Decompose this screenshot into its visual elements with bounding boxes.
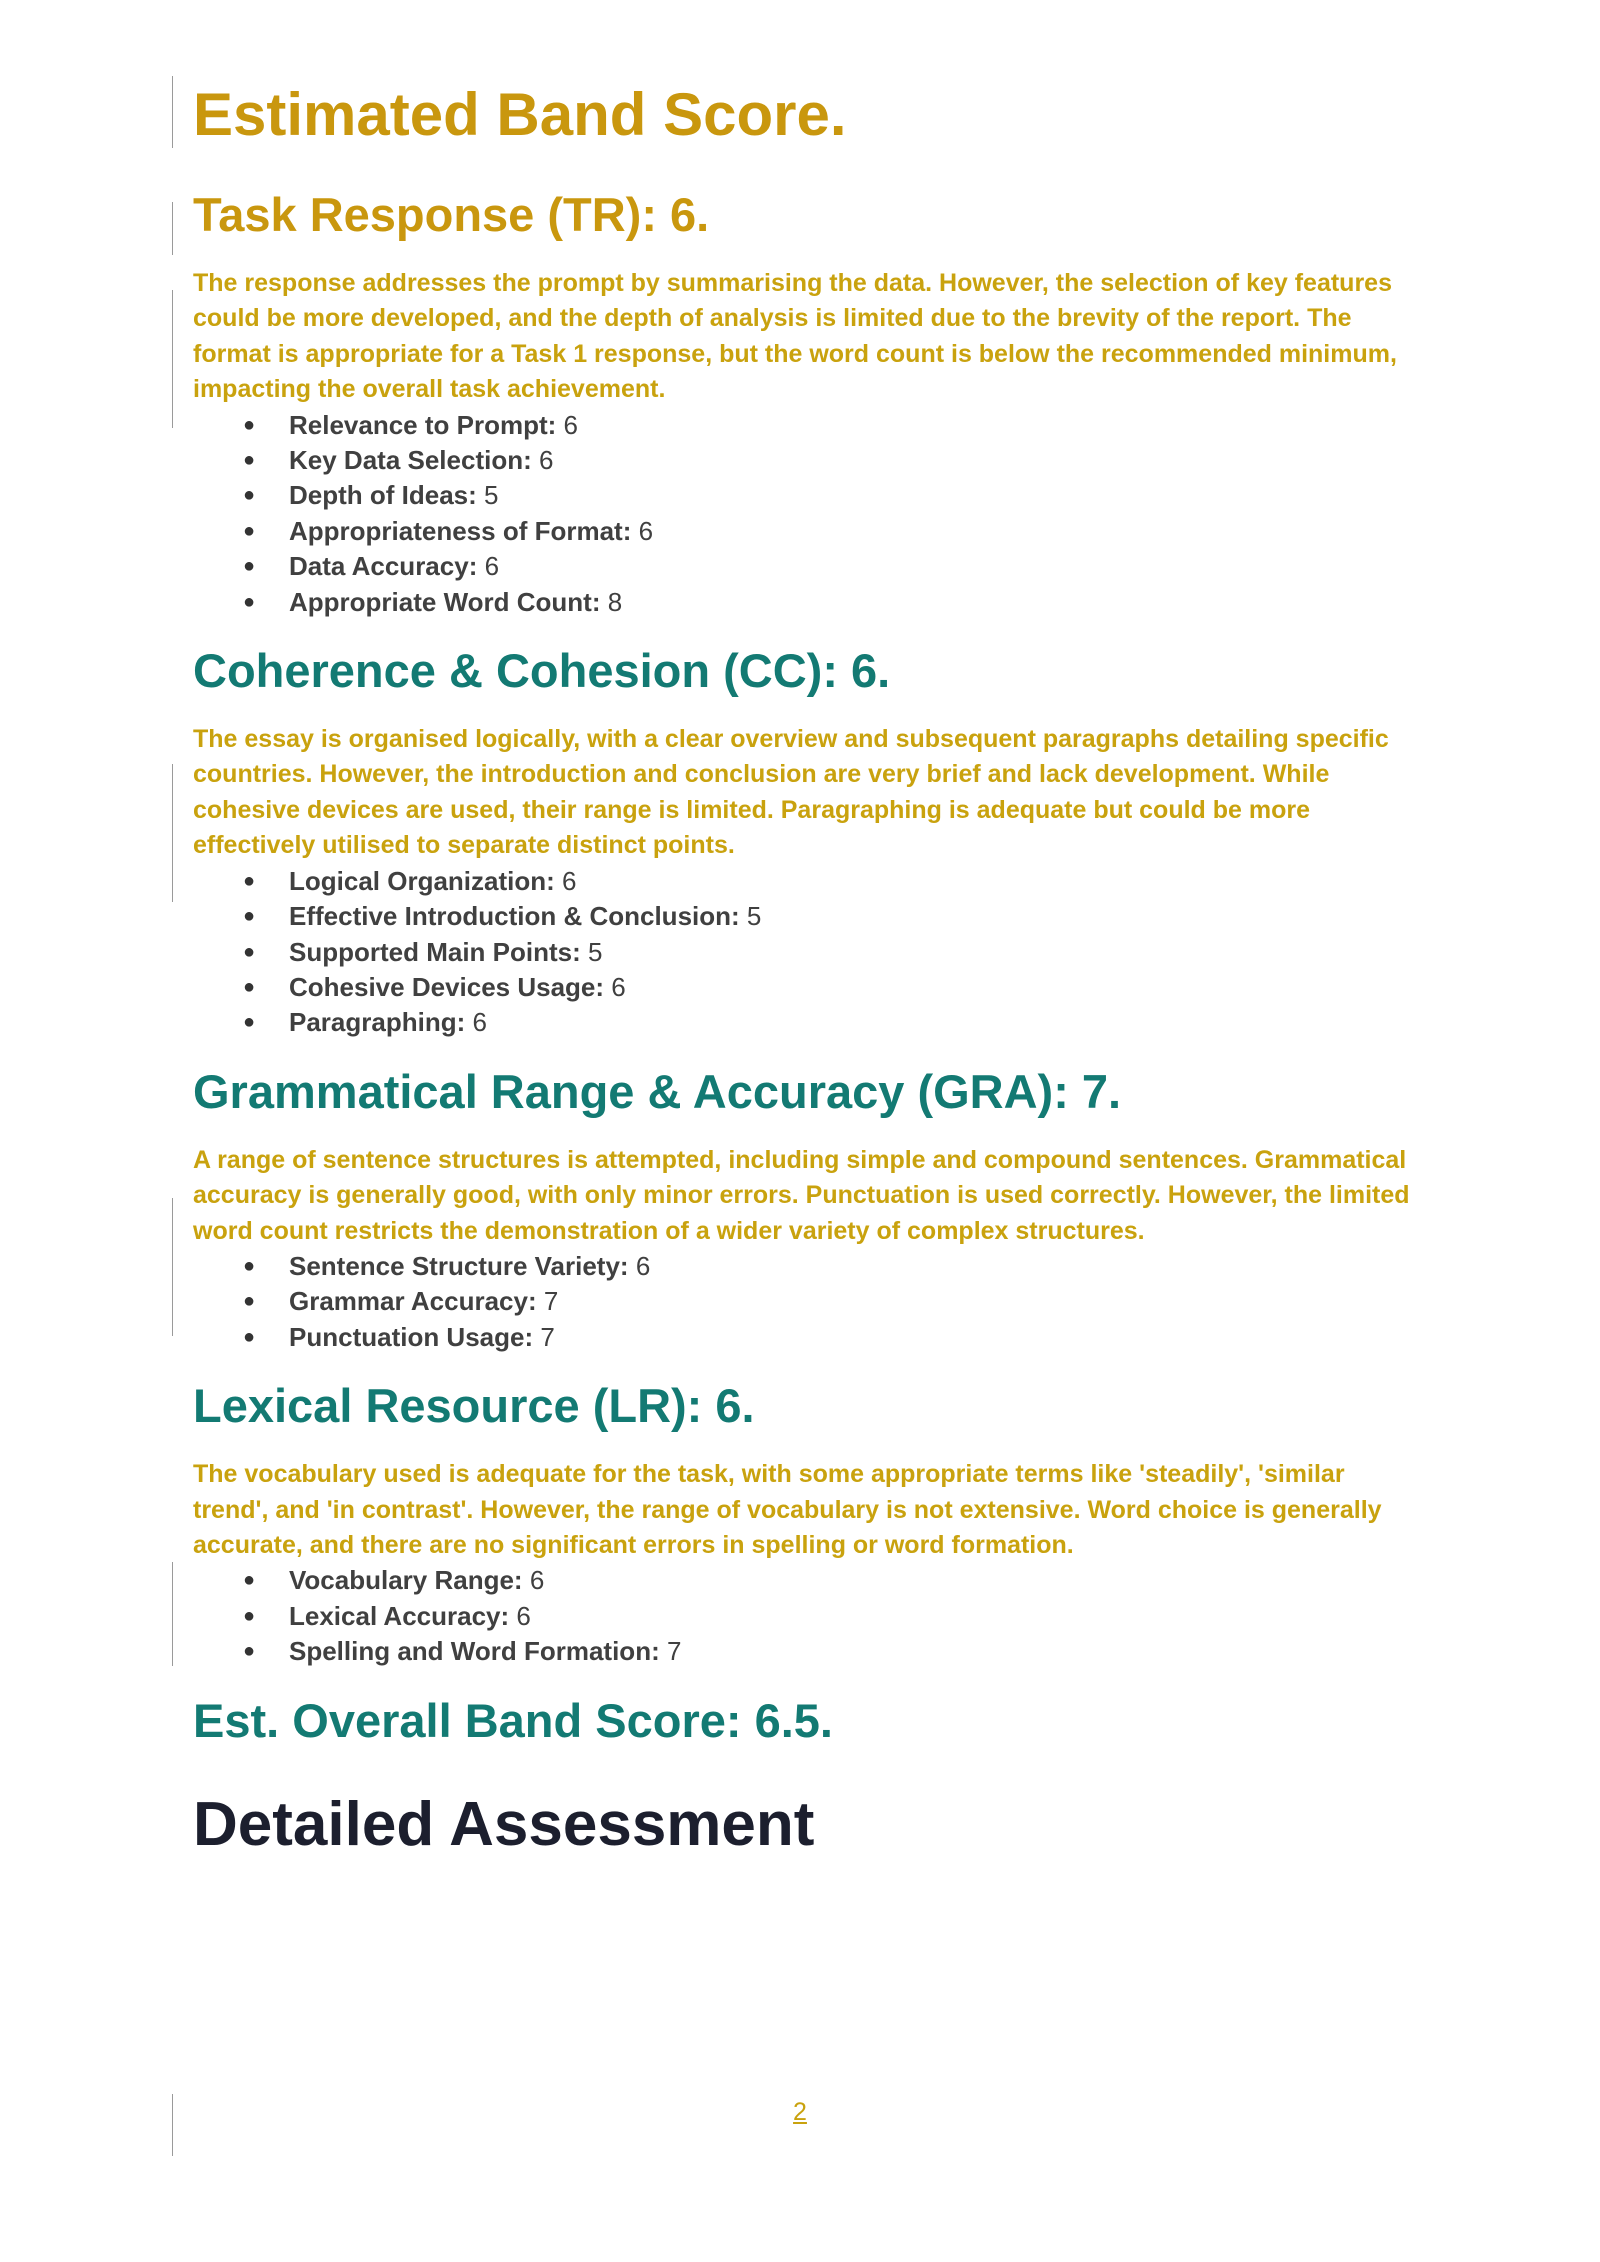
criterion-score: 6 bbox=[538, 445, 554, 476]
margin-bar bbox=[172, 202, 173, 255]
section-task-response bbox=[193, 184, 1423, 620]
criterion-label: Appropriate Word Count: bbox=[289, 586, 601, 617]
criterion-item bbox=[193, 935, 1423, 970]
bullet-icon: ● bbox=[243, 1640, 256, 1663]
criterion-item bbox=[193, 408, 1423, 443]
criterion-item bbox=[193, 478, 1423, 513]
margin-bar bbox=[172, 290, 173, 428]
bullet-icon: ● bbox=[243, 449, 256, 472]
criterion-item bbox=[193, 899, 1423, 934]
criterion-score: 6 bbox=[562, 865, 577, 896]
criterion-label: Logical Organization: bbox=[289, 865, 555, 896]
criterion-label: Supported Main Points: bbox=[289, 936, 581, 967]
bullet-icon: ● bbox=[243, 1569, 256, 1592]
criterion-score: 6 bbox=[563, 409, 578, 440]
criterion-label: Relevance to Prompt: bbox=[289, 409, 557, 440]
criterion-label: Vocabulary Range: bbox=[289, 1565, 523, 1596]
section-coherence-cohesion bbox=[193, 640, 1423, 1041]
criterion-score: 6 bbox=[516, 1600, 531, 1631]
section-grammatical-range bbox=[193, 1061, 1423, 1355]
criterion-label: Cohesive Devices Usage: bbox=[289, 971, 605, 1002]
criterion-label: Appropriateness of Format: bbox=[289, 515, 632, 546]
criterion-item bbox=[193, 1599, 1423, 1634]
criterion-item bbox=[193, 1634, 1423, 1669]
bullet-icon: ● bbox=[243, 519, 256, 542]
criterion-label: Key Data Selection: bbox=[289, 445, 532, 476]
section-description: The vocabulary used is adequate for the task, with some appropriate terms like 'steadily', 'similar trend', and 'in contrast'. However, the range of vocabulary is not extensive. Word choice is generally accurate, and there are no significant errors in spelling or word formation. bbox=[193, 1460, 1382, 1559]
criterion-score: 6 bbox=[472, 1007, 487, 1038]
criterion-score: 5 bbox=[746, 901, 762, 932]
bullet-icon: ● bbox=[243, 940, 256, 963]
bullet-icon: ● bbox=[243, 1011, 256, 1034]
criterion-item bbox=[193, 1563, 1423, 1598]
bullet-icon: ● bbox=[243, 555, 256, 578]
overall-band-score: Est. Overall Band Score: 6.5. bbox=[193, 1693, 833, 1747]
criterion-score: 6 bbox=[611, 971, 626, 1002]
detailed-assessment-heading: Detailed Assessment bbox=[193, 1789, 815, 1859]
bullet-icon: ● bbox=[243, 590, 256, 613]
criterion-label: Spelling and Word Formation: bbox=[289, 1636, 660, 1667]
criterion-item bbox=[193, 970, 1423, 1005]
page-number-link[interactable]: 2 bbox=[793, 2098, 807, 2126]
criterion-score: 6 bbox=[484, 551, 500, 582]
criterion-item bbox=[193, 1320, 1423, 1355]
bullet-icon: ● bbox=[243, 905, 256, 928]
margin-bar bbox=[172, 2094, 173, 2156]
criteria-list bbox=[193, 1563, 1423, 1669]
margin-bar bbox=[172, 764, 173, 902]
section-heading: Lexical Resource (LR): 6. bbox=[193, 1379, 755, 1433]
criteria-list bbox=[193, 1249, 1423, 1355]
bullet-icon: ● bbox=[243, 484, 256, 507]
criterion-item bbox=[193, 585, 1423, 620]
criterion-score: 7 bbox=[666, 1636, 682, 1667]
margin-bar bbox=[172, 76, 173, 148]
criterion-label: Effective Introduction & Conclusion: bbox=[289, 901, 740, 932]
section-heading: Task Response (TR): 6. bbox=[193, 188, 710, 241]
criterion-item bbox=[193, 1005, 1423, 1040]
criterion-score: 7 bbox=[543, 1286, 559, 1317]
criterion-score: 5 bbox=[588, 936, 603, 967]
criterion-score: 5 bbox=[484, 480, 499, 511]
criterion-score: 8 bbox=[607, 586, 623, 617]
criterion-score: 6 bbox=[638, 515, 654, 546]
document-content bbox=[193, 72, 1423, 1870]
section-heading: Grammatical Range & Accuracy (GRA): 7. bbox=[193, 1064, 1122, 1118]
section-description: The essay is organised logically, with a clear overview and subsequent paragraphs detailing specific countries. However, the introduction and conclusion are very brief and lack development. While cohesive devices are used, their range is limited. Paragraphing is adequate but could be more effectively utilised to separate distinct points. bbox=[193, 725, 1389, 860]
criterion-label: Grammar Accuracy: bbox=[289, 1286, 537, 1317]
criterion-label: Punctuation Usage: bbox=[289, 1321, 534, 1352]
bullet-icon: ● bbox=[243, 1325, 256, 1348]
criteria-list bbox=[193, 408, 1423, 620]
page-title: Estimated Band Score. bbox=[193, 81, 847, 148]
criterion-score: 6 bbox=[635, 1250, 651, 1281]
bullet-icon: ● bbox=[243, 1604, 256, 1627]
criterion-score: 7 bbox=[540, 1321, 555, 1352]
bullet-icon: ● bbox=[243, 1290, 256, 1313]
criterion-label: Lexical Accuracy: bbox=[289, 1600, 510, 1631]
margin-bar bbox=[172, 1198, 173, 1336]
section-lexical-resource bbox=[193, 1375, 1423, 1669]
criterion-item bbox=[193, 549, 1423, 584]
criterion-score: 6 bbox=[529, 1565, 545, 1596]
criterion-item bbox=[193, 443, 1423, 478]
section-description: The response addresses the prompt by summarising the data. However, the selection of key features could be more developed, and the depth of analysis is limited due to the brevity of the report. The format is appropriate for a Task 1 response, but the word count is below the recommended minimum, impacting the overall task achievement. bbox=[193, 269, 1397, 404]
criterion-item bbox=[193, 1284, 1423, 1319]
criterion-label: Depth of Ideas: bbox=[289, 480, 477, 511]
bullet-icon: ● bbox=[243, 413, 256, 436]
criterion-item bbox=[193, 1249, 1423, 1284]
margin-bar bbox=[172, 1562, 173, 1666]
section-heading: Coherence & Cohesion (CC): 6. bbox=[193, 644, 891, 698]
criterion-label: Data Accuracy: bbox=[289, 551, 478, 582]
bullet-icon: ● bbox=[243, 869, 256, 892]
criterion-item bbox=[193, 864, 1423, 899]
criterion-item bbox=[193, 514, 1423, 549]
bullet-icon: ● bbox=[243, 975, 256, 998]
criterion-label: Paragraphing: bbox=[289, 1007, 466, 1038]
section-description: A range of sentence structures is attempted, including simple and compound sentences. Grammatical accuracy is generally good, with only minor errors. Punctuation is used correctly. However, the limited word count restricts the demonstration of a wider variety of complex structures. bbox=[193, 1145, 1410, 1245]
bullet-icon: ● bbox=[243, 1254, 256, 1277]
criterion-label: Sentence Structure Variety: bbox=[289, 1250, 629, 1281]
criteria-list bbox=[193, 864, 1423, 1041]
